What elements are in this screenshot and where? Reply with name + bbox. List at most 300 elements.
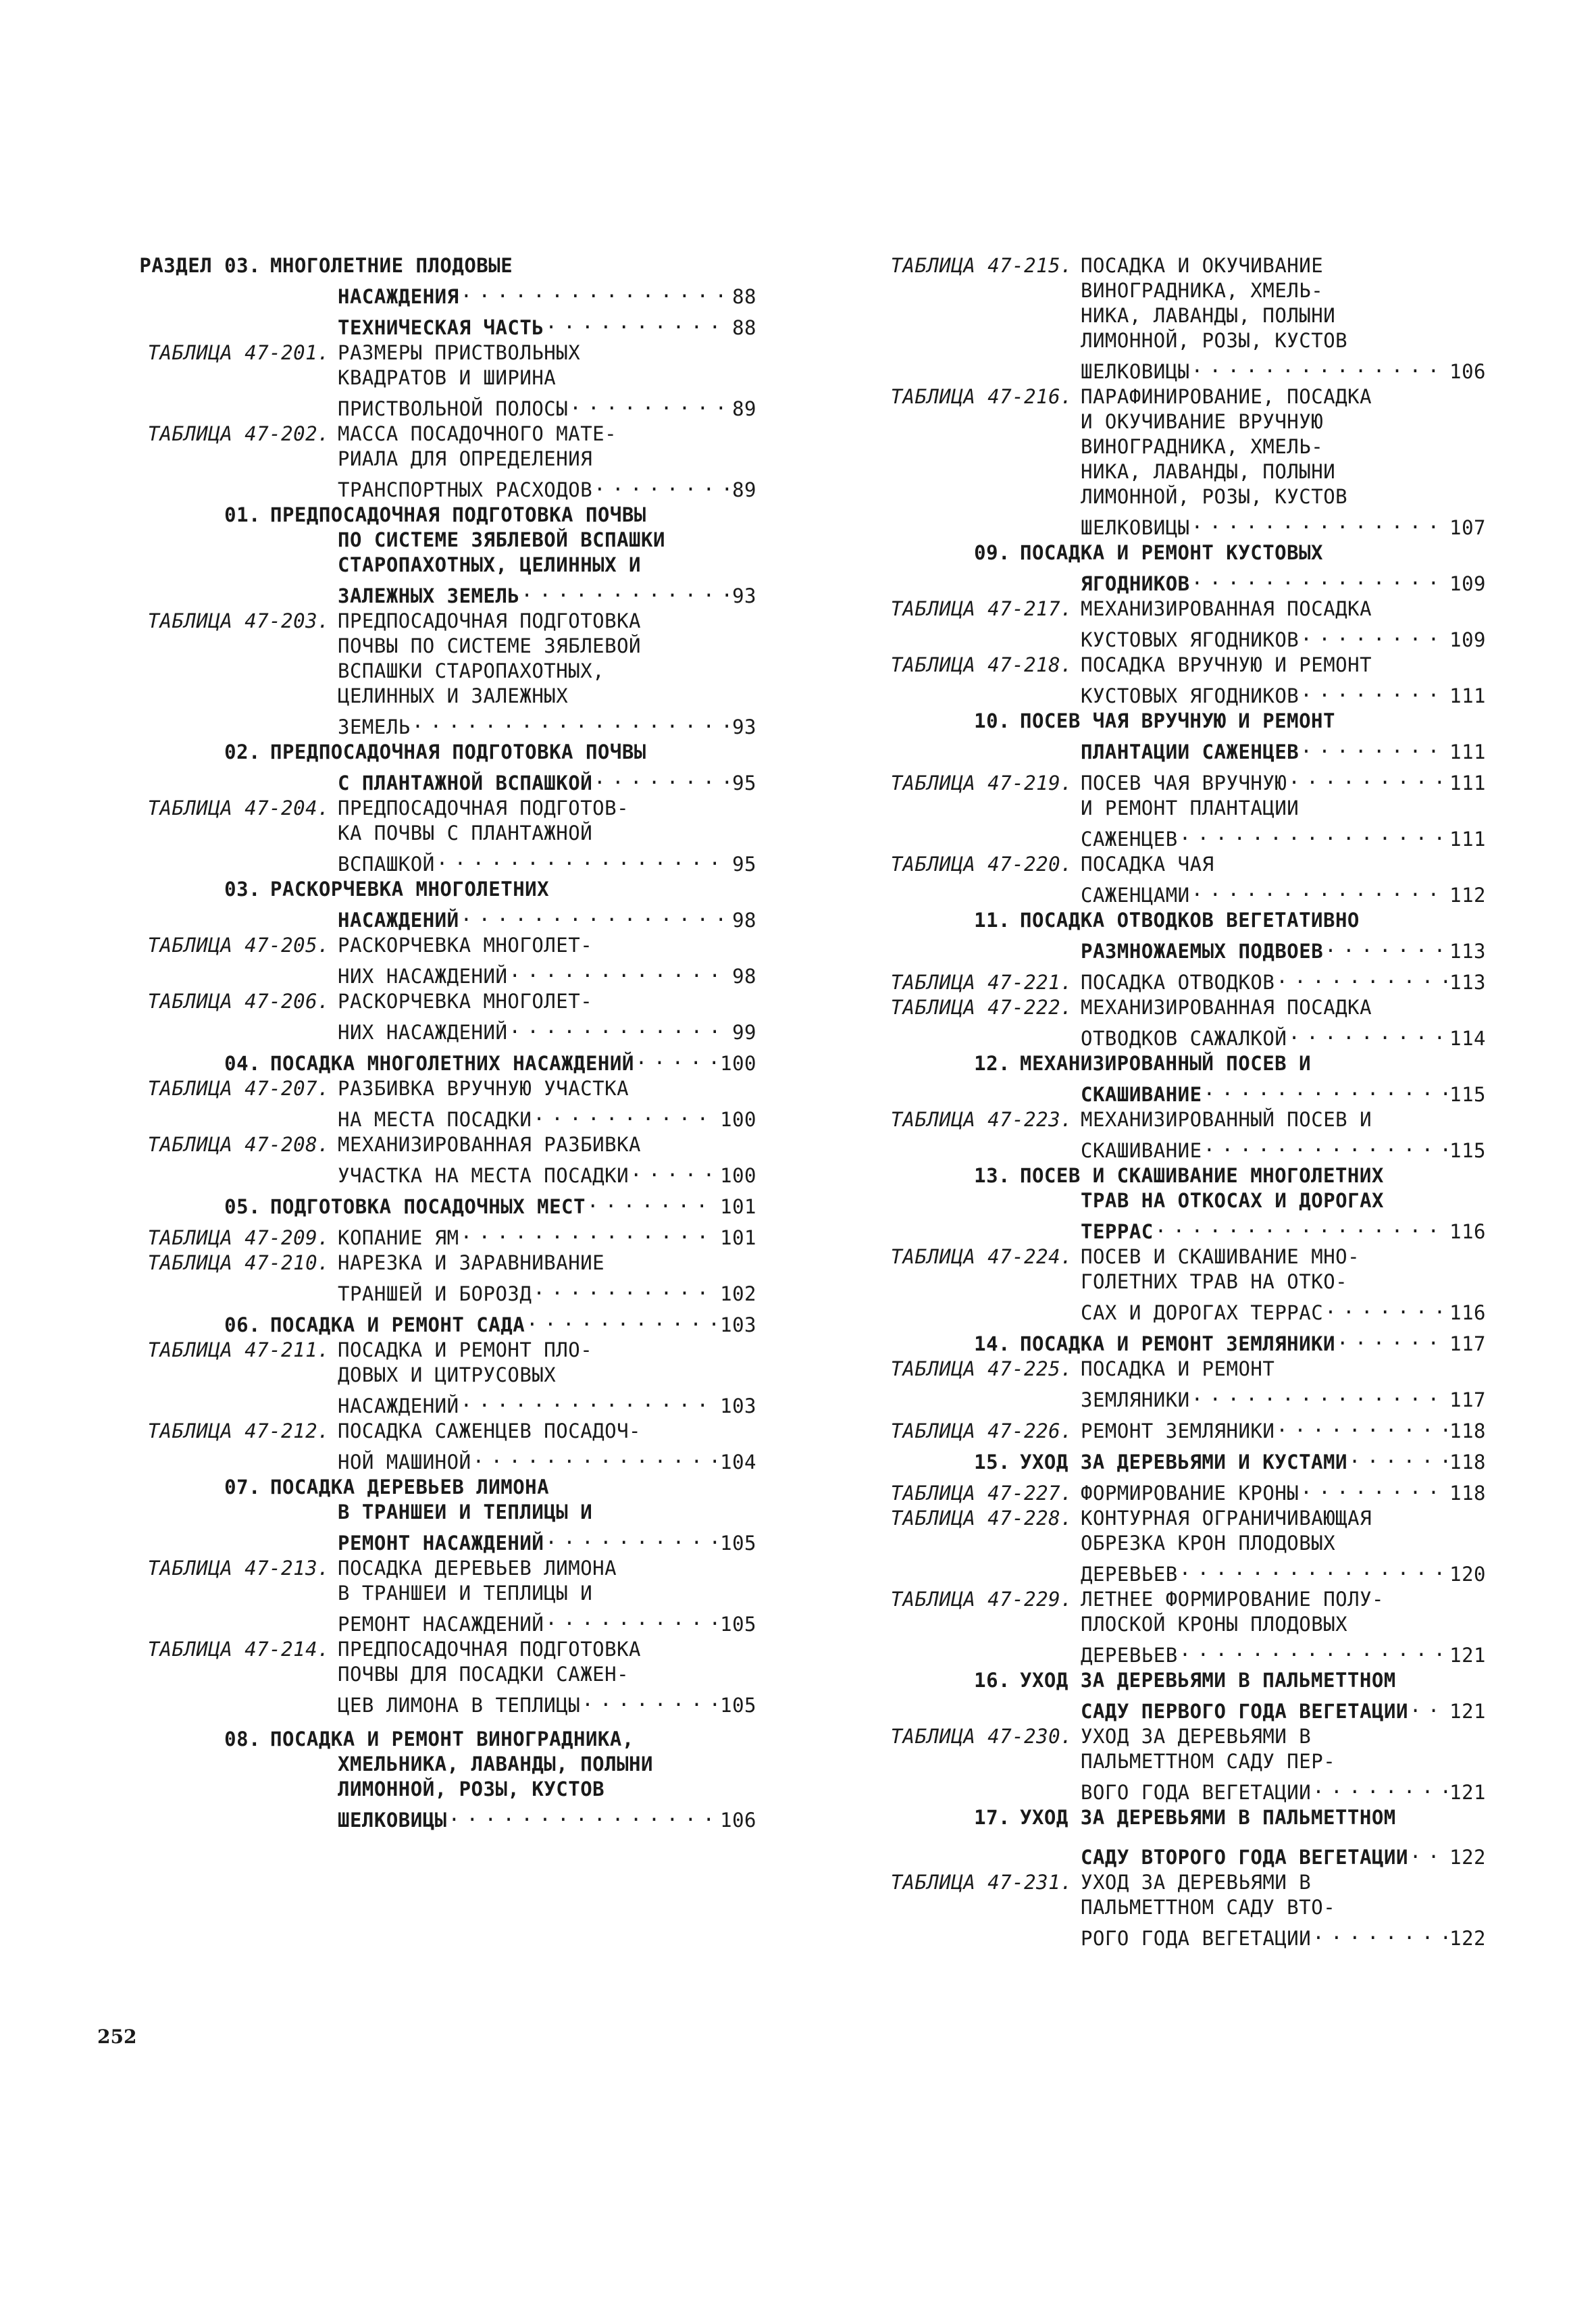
entry-title: В ТРАНШЕИ И ТЕПЛИЦЫ И bbox=[338, 1501, 593, 1524]
page-ref: 100 bbox=[720, 1052, 756, 1075]
toc-entry-line bbox=[115, 1752, 756, 1777]
dot-leader bbox=[1190, 565, 1448, 590]
toc-entry-line bbox=[115, 1581, 756, 1606]
dot-leader bbox=[507, 1014, 731, 1039]
toc-entry-line bbox=[865, 1612, 1486, 1637]
page-ref: 88 bbox=[732, 285, 756, 308]
entry-title: НИКА, ЛАВАНДЫ, ПОЛЫНИ bbox=[1081, 460, 1336, 483]
entry-title: КА ПОЧВЫ С ПЛАНТАЖНОЙ bbox=[338, 822, 593, 845]
section-number: 12. bbox=[974, 1052, 1010, 1075]
entry-title: ЗЕМЛЯНИКИ bbox=[1081, 1388, 1190, 1411]
entry-title: СТАРОПАХОТНЫХ, ЦЕЛИННЫХ И bbox=[338, 553, 641, 576]
entry-title: ПАЛЬМЕТТНОМ САДУ ПЕР- bbox=[1081, 1750, 1336, 1773]
entry-title: ПОСАДКА И РЕМОНТ ПЛО- bbox=[338, 1338, 593, 1361]
section-number: 10. bbox=[974, 709, 1010, 732]
section-number: 14. bbox=[974, 1332, 1010, 1355]
toc-table-entry bbox=[865, 1870, 1486, 1895]
section-number: 09. bbox=[974, 541, 1010, 564]
table-label: ТАБЛИЦА 47-214. bbox=[147, 1638, 330, 1661]
toc-entry-line bbox=[865, 484, 1486, 509]
entry-title: РАСКОРЧЕВКА МНОГОЛЕТ- bbox=[338, 934, 593, 957]
toc-entry-line bbox=[115, 709, 756, 740]
page-ref: 105 bbox=[720, 1613, 756, 1636]
page-ref: 102 bbox=[720, 1282, 756, 1305]
entry-title: УХОД ЗА ДЕРЕВЬЯМИ В bbox=[1081, 1725, 1312, 1748]
toc-section-entry bbox=[865, 1326, 1486, 1357]
toc-entry-line bbox=[115, 1777, 756, 1802]
dot-leader bbox=[1299, 678, 1448, 703]
entry-title: НОЙ МАШИНОЙ bbox=[338, 1451, 471, 1474]
toc-entry-line bbox=[115, 1276, 756, 1307]
entry-title: ПОСАДКА И РЕМОНТ КУСТОВЫХ bbox=[1020, 541, 1323, 564]
toc-table-entry bbox=[115, 341, 756, 366]
toc-table-entry bbox=[865, 1107, 1486, 1132]
entry-title: ПОСЕВ ЧАЯ ВРУЧНУЮ И РЕМОНТ bbox=[1020, 709, 1335, 732]
table-label: ТАБЛИЦА 47-221. bbox=[890, 971, 1073, 994]
entry-title: ЗАЛЕЖНЫХ ЗЕМЕЛЬ bbox=[338, 584, 520, 607]
dot-leader bbox=[586, 1188, 719, 1213]
toc-section-entry bbox=[865, 1805, 1486, 1830]
toc-entry-line bbox=[865, 1213, 1486, 1244]
entry-title: ГОЛЕТНИХ ТРАВ НА ОТКО- bbox=[1081, 1270, 1348, 1293]
toc-entry-line bbox=[865, 1920, 1486, 1951]
page-ref: 89 bbox=[732, 397, 756, 420]
toc-entry-line bbox=[865, 1531, 1486, 1556]
entry-title: ХМЕЛЬНИКА, ЛАВАНДЫ, ПОЛЫНИ bbox=[338, 1753, 653, 1776]
dot-leader bbox=[544, 1525, 719, 1550]
entry-title: ПЛАНТАЦИИ САЖЕНЦЕВ bbox=[1081, 740, 1299, 763]
toc-entry-line bbox=[865, 278, 1486, 303]
toc-table-entry bbox=[115, 989, 756, 1014]
toc-entry-line bbox=[865, 328, 1486, 353]
page-ref: 105 bbox=[720, 1694, 756, 1717]
entry-title: И ОКУЧИВАНИЕ ВРУЧНУЮ bbox=[1081, 410, 1324, 433]
table-label: ТАБЛИЦА 47-220. bbox=[890, 853, 1073, 876]
entry-title: УХОД ЗА ДЕРЕВЬЯМИ И КУСТАМИ bbox=[1020, 1451, 1347, 1474]
toc-table-entry bbox=[115, 1556, 756, 1581]
section-number: 03. bbox=[224, 878, 261, 901]
entry-title: ДОВЫХ И ЦИТРУСОВЫХ bbox=[338, 1363, 557, 1386]
dot-leader bbox=[544, 1606, 719, 1631]
page-ref: 103 bbox=[720, 1313, 756, 1336]
page-ref: 95 bbox=[732, 772, 756, 795]
section-number: 05. bbox=[224, 1195, 261, 1218]
table-label: ТАБЛИЦА 47-229. bbox=[890, 1588, 1073, 1611]
entry-title: РЕМОНТ НАСАЖДЕНИЙ bbox=[338, 1613, 544, 1636]
entry-title: ЦЕВ ЛИМОНА В ТЕПЛИЦЫ bbox=[338, 1694, 581, 1717]
toc-table-entry bbox=[865, 995, 1486, 1020]
entry-title: ПРИСТВОЛЬНОЙ ПОЛОСЫ bbox=[338, 397, 569, 420]
toc-table-entry bbox=[115, 609, 756, 634]
entry-title: ПОСАДКА ДЕРЕВЬЕВ ЛИМОНА bbox=[338, 1557, 617, 1580]
toc-entry-line bbox=[115, 1363, 756, 1388]
dot-leader bbox=[1190, 509, 1448, 534]
section-number: 02. bbox=[224, 740, 261, 763]
toc-entry-line bbox=[115, 447, 756, 472]
entry-title: КУСТОВЫХ ЯГОДНИКОВ bbox=[1081, 684, 1299, 707]
toc-table-entry bbox=[865, 1413, 1486, 1444]
page-ref: 120 bbox=[1449, 1563, 1486, 1586]
page-ref: 111 bbox=[1449, 772, 1486, 795]
toc-table-entry bbox=[865, 765, 1486, 796]
entry-title: ТРАВ НА ОТКОСАХ И ДОРОГАХ bbox=[1081, 1189, 1384, 1212]
toc-entry-line bbox=[865, 509, 1486, 540]
page-ref: 103 bbox=[720, 1394, 756, 1417]
entry-title: ПОСАДКА И РЕМОНТ bbox=[1081, 1357, 1275, 1380]
entry-title: МЕХАНИЗИРОВАННАЯ ПОСАДКА bbox=[1081, 996, 1372, 1019]
page-ref: 111 bbox=[1449, 684, 1486, 707]
entry-title: НАРЕЗКА И ЗАРАВНИВАНИЕ bbox=[338, 1251, 605, 1274]
toc-entry-line bbox=[865, 877, 1486, 908]
toc-entry-line bbox=[115, 902, 756, 933]
entry-title: МАССА ПОСАДОЧНОГО МАТЕ- bbox=[338, 422, 617, 445]
dot-leader bbox=[1190, 877, 1448, 902]
toc-entry-line bbox=[865, 565, 1486, 597]
table-label: ТАБЛИЦА 47-222. bbox=[890, 996, 1073, 1019]
page-ref: 88 bbox=[732, 316, 756, 339]
entry-title: ТРАНШЕЙ И БОРОЗД bbox=[338, 1282, 532, 1305]
toc-entry-line bbox=[865, 1294, 1486, 1326]
entry-title: ДЕРЕВЬЕВ bbox=[1081, 1644, 1178, 1667]
toc-table-entry bbox=[115, 1251, 756, 1276]
entry-title: ПРЕДПОСАДОЧНАЯ ПОДГОТОВ- bbox=[338, 797, 629, 820]
toc-table-entry bbox=[865, 964, 1486, 995]
dot-leader bbox=[568, 391, 731, 416]
table-label: ТАБЛИЦА 47-208. bbox=[147, 1133, 330, 1156]
dot-leader bbox=[519, 578, 731, 603]
toc-table-entry bbox=[865, 653, 1486, 678]
entry-title: НИХ НАСАЖДЕНИЙ bbox=[338, 965, 508, 988]
table-label: ТАБЛИЦА 47-219. bbox=[890, 772, 1073, 795]
page-ref: 121 bbox=[1449, 1781, 1486, 1804]
dot-leader bbox=[525, 1307, 719, 1332]
dot-leader bbox=[1299, 1475, 1448, 1500]
toc-table-entry bbox=[865, 384, 1486, 409]
toc-entry-line bbox=[865, 1839, 1486, 1870]
table-label: ТАБЛИЦА 47-204. bbox=[147, 797, 330, 820]
entry-title: ПОЧВЫ ДЛЯ ПОСАДКИ САЖЕН- bbox=[338, 1663, 629, 1686]
entry-title: ТЕРРАС bbox=[1081, 1220, 1154, 1243]
toc-section-entry bbox=[865, 1444, 1486, 1475]
toc-table-entry bbox=[865, 1506, 1486, 1531]
entry-title: ПАРАФИНИРОВАНИЕ, ПОСАДКА bbox=[1081, 385, 1372, 408]
entry-title: РЕМОНТ НАСАЖДЕНИЙ bbox=[338, 1532, 544, 1555]
page-ref: 93 bbox=[732, 584, 756, 607]
entry-title: ПРЕДПОСАДОЧНАЯ ПОДГОТОВКА bbox=[338, 609, 641, 632]
toc-table-entry bbox=[115, 1076, 756, 1101]
dot-leader bbox=[1299, 622, 1448, 647]
page-ref: 93 bbox=[732, 715, 756, 738]
page-ref: 122 bbox=[1449, 1846, 1486, 1869]
entry-title: ПОСАДКА ОТВОДКОВ ВЕГЕТАТИВНО bbox=[1020, 909, 1360, 932]
dot-leader bbox=[435, 846, 731, 871]
toc-entry-line bbox=[865, 622, 1486, 653]
page-ref: 105 bbox=[720, 1532, 756, 1555]
page-ref: 89 bbox=[732, 478, 756, 501]
entry-title: ДЕРЕВЬЕВ bbox=[1081, 1563, 1178, 1586]
entry-title: СКАШИВАНИЕ bbox=[1081, 1139, 1202, 1162]
page-ref: 115 bbox=[1449, 1083, 1486, 1106]
table-label: ТАБЛИЦА 47-228. bbox=[890, 1507, 1073, 1530]
entry-title: НАСАЖДЕНИЙ bbox=[338, 1394, 459, 1417]
dot-leader bbox=[1311, 1920, 1448, 1945]
toc-entry-line bbox=[115, 278, 756, 309]
toc-entry-line bbox=[865, 1188, 1486, 1213]
dot-leader bbox=[1202, 1132, 1449, 1157]
toc-table-entry bbox=[115, 1637, 756, 1662]
page-ref: 109 bbox=[1449, 572, 1486, 595]
dot-leader bbox=[1275, 1413, 1448, 1438]
dot-leader bbox=[459, 278, 731, 303]
dot-leader bbox=[1287, 765, 1448, 790]
page-ref: 107 bbox=[1449, 516, 1486, 539]
table-label: ТАБЛИЦА 47-211. bbox=[147, 1338, 330, 1361]
dot-leader bbox=[1323, 933, 1448, 958]
dot-leader bbox=[1335, 1326, 1448, 1351]
dot-leader bbox=[1190, 1382, 1448, 1407]
table-label: ТАБЛИЦА 47-223. bbox=[890, 1108, 1073, 1131]
section-number: 15. bbox=[974, 1451, 1010, 1474]
entry-title: ПРЕДПОСАДОЧНАЯ ПОДГОТОВКА bbox=[338, 1638, 641, 1661]
table-label: ТАБЛИЦА 47-205. bbox=[147, 934, 330, 957]
dot-leader bbox=[1178, 821, 1448, 846]
dot-leader bbox=[580, 1687, 719, 1712]
page-ref: 115 bbox=[1449, 1139, 1486, 1162]
dot-leader bbox=[629, 1157, 719, 1182]
toc-entry-line bbox=[115, 765, 756, 796]
table-label: ТАБЛИЦА 47-213. bbox=[147, 1557, 330, 1580]
toc-entry-line bbox=[865, 1749, 1486, 1774]
dot-leader bbox=[1323, 1294, 1448, 1319]
toc-table-entry bbox=[865, 1475, 1486, 1506]
dot-leader bbox=[507, 958, 731, 983]
entry-title: РАСКОРЧЕВКА МНОГОЛЕТНИХ bbox=[270, 878, 550, 901]
page-ref: 95 bbox=[732, 853, 756, 876]
toc-entry-line bbox=[865, 1693, 1486, 1724]
entry-title: ШЕЛКОВИЦЫ bbox=[1081, 516, 1190, 539]
toc-entry-line bbox=[115, 1662, 756, 1687]
entry-title: ПОСАДКА ДЕРЕВЬЕВ ЛИМОНА bbox=[270, 1476, 550, 1499]
page-ref: 101 bbox=[720, 1195, 756, 1218]
entry-title: ПОСАДКА И РЕМОНТ ВИНОГРАДНИКА, bbox=[270, 1728, 634, 1751]
toc-entry-line bbox=[115, 1525, 756, 1556]
entry-title: СКАШИВАНИЕ bbox=[1081, 1083, 1202, 1106]
dot-leader bbox=[411, 709, 731, 734]
toc-left-column bbox=[115, 253, 756, 1833]
entry-title: РАЗБИВКА ВРУЧНУЮ УЧАСТКА bbox=[338, 1077, 629, 1100]
section-number: 08. bbox=[224, 1728, 261, 1751]
page-ref: 114 bbox=[1449, 1027, 1486, 1050]
page-ref: 100 bbox=[720, 1164, 756, 1187]
dot-leader bbox=[1275, 964, 1448, 989]
entry-title: ВСПАШКОЙ bbox=[338, 853, 435, 876]
table-label: ТАБЛИЦА 47-218. bbox=[890, 653, 1073, 676]
toc-entry-line bbox=[865, 821, 1486, 852]
entry-title: НИХ НАСАЖДЕНИЙ bbox=[338, 1021, 508, 1044]
dot-leader bbox=[1178, 1556, 1448, 1581]
page-ref: 113 bbox=[1449, 971, 1486, 994]
toc-entry-line bbox=[865, 933, 1486, 964]
section-number: 16. bbox=[974, 1669, 1010, 1692]
entry-title: ПОСАДКА И РЕМОНТ САДА bbox=[270, 1313, 525, 1336]
table-label: ТАБЛИЦА 47-210. bbox=[147, 1251, 330, 1274]
table-label: ТАБЛИЦА 47-217. bbox=[890, 597, 1073, 620]
toc-table-entry bbox=[865, 1724, 1486, 1749]
entry-title: ПОСАДКА САЖЕНЦЕВ ПОСАДОЧ- bbox=[338, 1419, 641, 1442]
entry-title: РАЗМЕРЫ ПРИСТВОЛЬНЫХ bbox=[338, 341, 581, 364]
page-ref: 106 bbox=[1449, 360, 1486, 383]
section-number: 07. bbox=[224, 1476, 261, 1499]
dot-leader bbox=[459, 1388, 719, 1413]
entry-title: НИКА, ЛАВАНДЫ, ПОЛЫНИ bbox=[1081, 304, 1336, 327]
page-ref: 98 bbox=[732, 909, 756, 932]
dot-leader bbox=[592, 472, 731, 497]
toc-section-entry bbox=[115, 1045, 756, 1076]
toc-entry-line bbox=[865, 1895, 1486, 1920]
section-number: 13. bbox=[974, 1164, 1010, 1187]
entry-title: НАСАЖДЕНИЯ bbox=[338, 285, 459, 308]
toc-entry-line bbox=[865, 1076, 1486, 1107]
entry-title: ВИНОГРАДНИКА, ХМЕЛЬ- bbox=[1081, 279, 1324, 302]
table-label: ТАБЛИЦА 47-212. bbox=[147, 1419, 330, 1442]
entry-title: МЕХАНИЗИРОВАННАЯ РАЗБИВКА bbox=[338, 1133, 641, 1156]
dot-leader bbox=[532, 1101, 719, 1126]
toc-section-entry bbox=[865, 540, 1486, 565]
entry-title: И РЕМОНТ ПЛАНТАЦИИ bbox=[1081, 797, 1299, 820]
section-number: РАЗДЕЛ 03. bbox=[139, 254, 261, 277]
entry-title: ЦЕЛИННЫХ И ЗАЛЕЖНЫХ bbox=[338, 684, 569, 707]
toc-section-entry bbox=[865, 1668, 1486, 1693]
dot-leader bbox=[1347, 1444, 1448, 1469]
table-label: ТАБЛИЦА 47-225. bbox=[890, 1357, 1073, 1380]
toc-right-column bbox=[865, 253, 1486, 1951]
section-number: 17. bbox=[974, 1806, 1010, 1829]
entry-title: ЗЕМЕЛЬ bbox=[338, 715, 411, 738]
toc-entry-line bbox=[115, 578, 756, 609]
entry-title: ЛИМОННОЙ, РОЗЫ, КУСТОВ bbox=[1081, 485, 1348, 508]
toc-entry-line bbox=[865, 459, 1486, 484]
toc-entry-line bbox=[115, 1444, 756, 1475]
entry-title: ПОСАДКА МНОГОЛЕТНИХ НАСАЖДЕНИЙ bbox=[270, 1052, 634, 1075]
entry-title: ПАЛЬМЕТТНОМ САДУ ВТО- bbox=[1081, 1896, 1336, 1919]
toc-entry-line bbox=[115, 1014, 756, 1045]
page-ref: 121 bbox=[1449, 1644, 1486, 1667]
page-ref: 118 bbox=[1449, 1419, 1486, 1442]
entry-title: ВОГО ГОДА ВЕГЕТАЦИИ bbox=[1081, 1781, 1312, 1804]
dot-leader bbox=[1154, 1213, 1448, 1238]
dot-leader bbox=[1408, 1693, 1448, 1718]
toc-table-entry bbox=[865, 852, 1486, 877]
toc-section-entry bbox=[865, 1051, 1486, 1076]
entry-title: ПОСАДКА И ОКУЧИВАНИЕ bbox=[1081, 254, 1324, 277]
page-ref: 101 bbox=[720, 1226, 756, 1249]
table-label: ТАБЛИЦА 47-216. bbox=[890, 385, 1073, 408]
entry-title: МЕХАНИЗИРОВАННЫЙ ПОСЕВ И bbox=[1020, 1052, 1312, 1075]
table-label: ТАБЛИЦА 47-230. bbox=[890, 1725, 1073, 1748]
entry-title: ВИНОГРАДНИКА, ХМЕЛЬ- bbox=[1081, 435, 1324, 458]
entry-title: ТРАНСПОРТНЫХ РАСХОДОВ bbox=[338, 478, 593, 501]
toc-table-entry bbox=[115, 1132, 756, 1157]
page-ref: 109 bbox=[1449, 628, 1486, 651]
entry-title: НА МЕСТА ПОСАДКИ bbox=[338, 1108, 532, 1131]
entry-title: С ПЛАНТАЖНОЙ ВСПАШКОЙ bbox=[338, 772, 593, 795]
toc-table-entry bbox=[115, 1219, 756, 1251]
toc-section-entry bbox=[865, 908, 1486, 933]
toc-entry-line bbox=[115, 309, 756, 341]
toc-entry-line bbox=[115, 634, 756, 659]
dot-leader bbox=[1408, 1839, 1448, 1864]
toc-entry-line bbox=[865, 409, 1486, 434]
entry-title: ПРЕДПОСАДОЧНАЯ ПОДГОТОВКА ПОЧВЫ bbox=[270, 503, 646, 526]
dot-leader bbox=[1311, 1774, 1448, 1799]
toc-table-entry bbox=[865, 253, 1486, 278]
entry-title: САЖЕНЦАМИ bbox=[1081, 884, 1190, 907]
page-ref: 99 bbox=[732, 1021, 756, 1044]
toc-section-entry bbox=[115, 1727, 756, 1752]
entry-title: В ТРАНШЕИ И ТЕПЛИЦЫ И bbox=[338, 1582, 593, 1605]
dot-leader bbox=[592, 765, 731, 790]
entry-title: МЕХАНИЗИРОВАННЫЙ ПОСЕВ И bbox=[1081, 1108, 1372, 1131]
toc-entry-line bbox=[115, 1101, 756, 1132]
toc-entry-line bbox=[115, 1802, 756, 1833]
dot-leader bbox=[544, 309, 731, 334]
page-ref: 106 bbox=[720, 1809, 756, 1832]
toc-table-entry bbox=[115, 422, 756, 447]
entry-title: ТЕХНИЧЕСКАЯ ЧАСТЬ bbox=[338, 316, 544, 339]
table-label: ТАБЛИЦА 47-201. bbox=[147, 341, 330, 364]
table-label: ТАБЛИЦА 47-231. bbox=[890, 1871, 1073, 1894]
page-ref: 104 bbox=[720, 1451, 756, 1474]
table-label: ТАБЛИЦА 47-226. bbox=[890, 1419, 1073, 1442]
entry-title: ПОСАДКА ЧАЯ bbox=[1081, 853, 1214, 876]
entry-title: САДУ ВТОРОГО ГОДА ВЕГЕТАЦИИ bbox=[1081, 1846, 1408, 1869]
dot-leader bbox=[1287, 1020, 1448, 1045]
toc-entry-line bbox=[115, 846, 756, 877]
entry-title: ЛИМОННОЙ, РОЗЫ, КУСТОВ bbox=[338, 1778, 605, 1801]
entry-title: ВСПАШКИ СТАРОПАХОТНЫХ, bbox=[338, 659, 605, 682]
entry-title: ШЕЛКОВИЦЫ bbox=[1081, 360, 1190, 383]
entry-title: РАСКОРЧЕВКА МНОГОЛЕТ- bbox=[338, 990, 593, 1013]
entry-title: ЛИМОННОЙ, РОЗЫ, КУСТОВ bbox=[1081, 329, 1348, 352]
toc-entry-line bbox=[865, 734, 1486, 765]
entry-title: САЖЕНЦЕВ bbox=[1081, 828, 1178, 851]
toc-entry-line bbox=[865, 303, 1486, 328]
dot-leader bbox=[1190, 353, 1448, 378]
dot-leader bbox=[634, 1045, 719, 1070]
entry-title: КОНТУРНАЯ ОГРАНИЧИВАЮЩАЯ bbox=[1081, 1507, 1372, 1530]
toc-entry-line bbox=[115, 1687, 756, 1718]
toc-entry-line bbox=[115, 684, 756, 709]
section-number: 01. bbox=[224, 503, 261, 526]
toc-section-entry bbox=[115, 1475, 756, 1500]
entry-title: РОГО ГОДА ВЕГЕТАЦИИ bbox=[1081, 1927, 1312, 1950]
toc-table-entry bbox=[115, 796, 756, 821]
entry-title: ПОДГОТОВКА ПОСАДОЧНЫХ МЕСТ bbox=[270, 1195, 586, 1218]
entry-title: УХОД ЗА ДЕРЕВЬЯМИ В ПАЛЬМЕТТНОМ bbox=[1020, 1806, 1396, 1829]
table-label: ТАБЛИЦА 47-202. bbox=[147, 422, 330, 445]
dot-leader bbox=[471, 1444, 719, 1469]
section-number: 11. bbox=[974, 909, 1010, 932]
entry-title: ФОРМИРОВАНИЕ КРОНЫ bbox=[1081, 1482, 1299, 1505]
table-label: ТАБЛИЦА 47-206. bbox=[147, 990, 330, 1013]
page-ref: 118 bbox=[1449, 1482, 1486, 1505]
toc-entry-line bbox=[865, 796, 1486, 821]
toc-table-entry bbox=[865, 1357, 1486, 1382]
toc-entry-line bbox=[115, 366, 756, 391]
toc-section-entry bbox=[865, 709, 1486, 734]
toc-section-entry bbox=[115, 740, 756, 765]
toc-table-entry bbox=[115, 1419, 756, 1444]
